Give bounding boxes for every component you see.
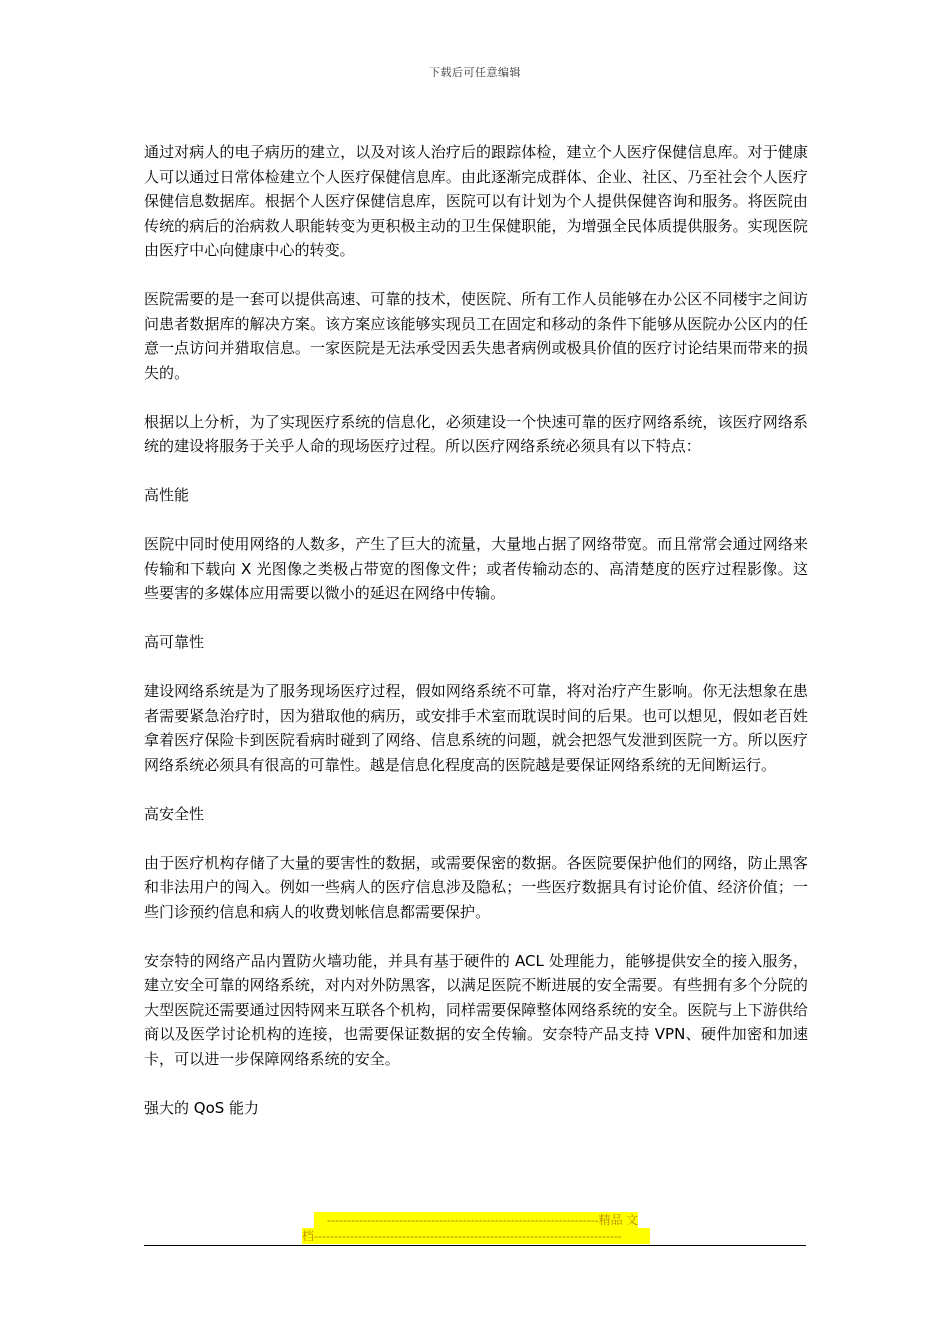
document-body — [144, 140, 808, 1145]
footer-watermark-line-2: 档----------------------------------------------------------------------------- — [302, 1228, 650, 1244]
page-header: 下载后可任意编辑 — [429, 66, 521, 79]
paragraph-hospital-needs: 医院需要的是一套可以提供高速、可靠的技术，使医院、所有工作人员能够在办公区不同楼宇之间访问患者数据库的解决方案。该方案应该能够实现员工在固定和移动的条件下能够从医院办公区内的任意一点访问并猎取信息。一家医院是无法承受因丢失患者病例或极具价值的医疗讨论结果而带来的损失的。 — [144, 290, 808, 382]
paragraph-analysis: 根据以上分析，为了实现医疗系统的信息化，必须建设一个快速可靠的医疗网络系统，该医疗网络系统的建设将服务于关乎人命的现场医疗过程。所以医疗网络系统必须具有以下特点： — [144, 412, 808, 455]
paragraph-health-records: 通过对病人的电子病历的建立，以及对该人治疗后的跟踪体检，建立个人医疗保健信息库。对于健康人可以通过日常体检建立个人医疗保健信息库。由此逐渐完成群体、企业、社区、乃至社会个人医疗保健信息数据库。根据个人医疗保健信息库，医院可以有计划为个人提供保健咨询和服务。将医院由传统的病后的治病救人职能转变为更积极主动的卫生保健职能，为增强全民体质提供服务。实现医院由医疗中心向健康中心的转变。 — [144, 143, 808, 259]
footer-divider — [144, 1245, 806, 1246]
paragraph-security-data: 由于医疗机构存储了大量的要害性的数据，或需要保密的数据。各医院要保护他们的网络，防止黑客和非法用户的闯入。例如一些病人的医疗信息涉及隐私；一些医疗数据具有讨论价值、经济价值；一些门诊预约信息和病人的收费划帐信息都需要保护。 — [144, 853, 808, 921]
heading-high-performance: 高性能 — [144, 486, 190, 504]
heading-high-reliability: 高可靠性 — [144, 633, 205, 651]
paragraph-security-products: 安奈特的网络产品内置防火墙功能，并具有基于硬件的 ACL 处理能力，能够提供安全的接入服务，建立安全可靠的网络系统，对内对外防黑客，以满足医院不断进展的安全需要。有些拥有多个分院的大型医院还需要通过因特网来互联各个机构，同样需要保障整体网络系统的安全。医院与上下游供给商以及医学讨论机构的连接，也需要保证数据的安全传输。安奈特产品支持 VPN、硬件加密和加速卡，可以进一步保障网络系统的安全。 — [144, 951, 808, 1068]
page-footer — [144, 1208, 806, 1248]
footer-watermark-line-1: --------------------------------------------------------------------精品 文 — [314, 1212, 638, 1228]
paragraph-performance: 医院中同时使用网络的人数多，产生了巨大的流量，大量地占据了网络带宽。而且常常会通过网络来传输和下载向 X 光图像之类极占带宽的图像文件；或者传输动态的、高清楚度的医疗过程影像。这些要害的多媒体应用需要以微小的延迟在网络中传输。 — [144, 535, 808, 602]
heading-qos: 强大的 QoS 能力 — [144, 1098, 260, 1117]
heading-high-security: 高安全性 — [144, 804, 205, 823]
paragraph-reliability: 建设网络系统是为了服务现场医疗过程，假如网络系统不可靠，将对治疗产生影响。你无法想象在患者需要紧急治疗时，因为猎取他的病历，或安排手术室而耽误时间的后果。也可以想见，假如老百姓拿着医疗保险卡到医院看病时碰到了网络、信息系统的问题，就会把怨气发泄到医院一方。所以医疗网络系统必须具有很高的可靠性。越是信息化程度高的医院越是要保证网络系统的无间断运行。 — [144, 682, 808, 774]
